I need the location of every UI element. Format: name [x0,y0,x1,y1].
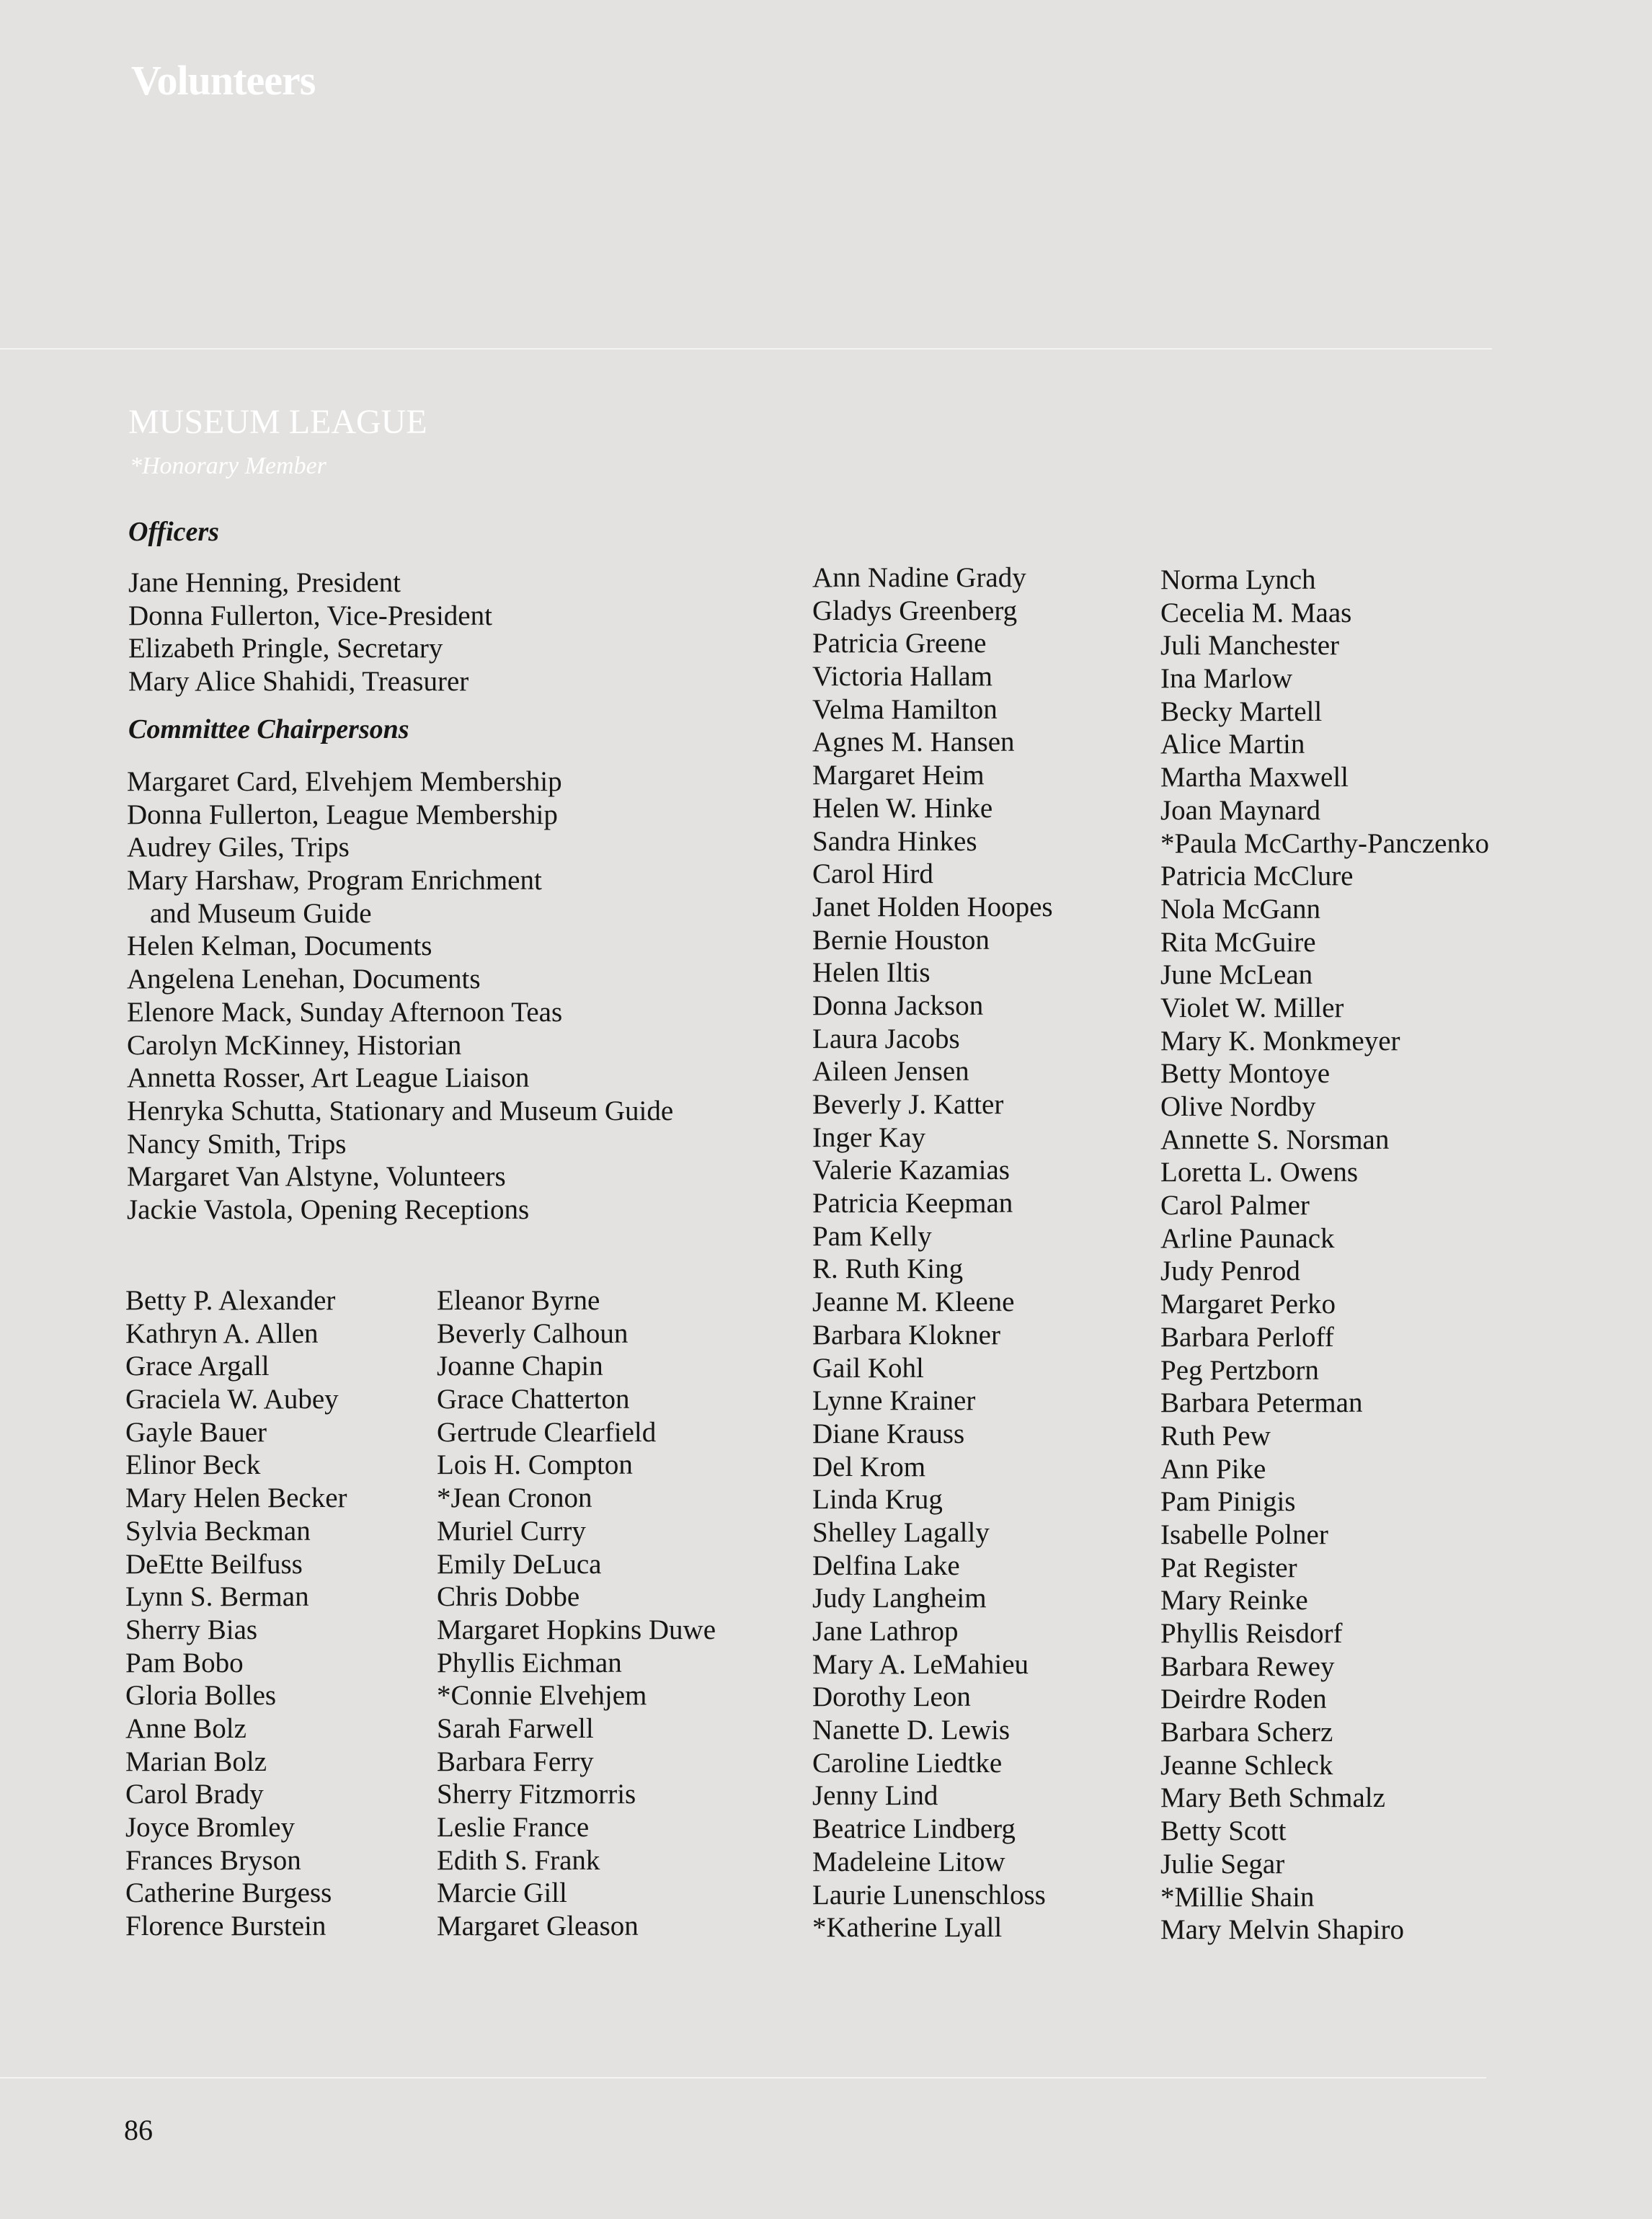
page-number: 86 [124,2114,153,2146]
member-name: Catherine Burgess [125,1877,332,1909]
member-name: Marcie Gill [437,1877,567,1909]
member-name: *Paula McCarthy-Panczenko [1160,827,1489,859]
member-name: Del Krom [812,1451,926,1482]
member-name: Dorothy Leon [812,1681,971,1713]
member-name: Nola McGann [1160,893,1321,925]
member-name: Phyllis Reisdorf [1160,1618,1343,1649]
member-name: Florence Burstein [125,1911,327,1942]
member-name: Leslie France [437,1812,590,1843]
member-name: Pat Register [1160,1552,1297,1583]
chairperson-entry: Mary Harshaw, Program Enrichment [127,865,542,897]
member-name: Nanette D. Lewis [812,1715,1010,1746]
member-name: Grace Chatterton [437,1384,630,1415]
chairperson-entry: Helen Kelman, Documents [127,930,432,962]
chairpersons-list [127,765,673,1227]
member-name: Lynn S. Berman [125,1581,309,1613]
member-name: Sylvia Beckman [125,1515,311,1547]
member-name: Martha Maxwell [1160,762,1349,793]
member-name: Sarah Farwell [437,1712,594,1744]
member-name: Inger Kay [812,1121,926,1153]
officer-entry: Jane Henning, President [128,567,401,598]
member-name: Emily DeLuca [437,1548,602,1580]
member-name: Ann Nadine Grady [812,562,1026,593]
chairperson-entry: Carolyn McKinney, Historian [127,1029,462,1061]
member-column-4 [1160,564,1489,1947]
officer-entry: Mary Alice Shahidi, Treasurer [128,666,469,698]
chairperson-entry: Donna Fullerton, League Membership [127,799,558,830]
member-name: Mary A. LeMahieu [812,1648,1029,1680]
chairperson-entry: Margaret Van Alstyne, Volunteers [127,1161,506,1193]
member-name: Barbara Scherz [1160,1717,1333,1748]
member-name: Carol Brady [125,1779,264,1810]
officers-list [128,566,492,698]
member-name: Caroline Liedtke [812,1747,1003,1779]
chairperson-entry: Annetta Rosser, Art League Liaison [127,1062,530,1094]
member-name: Barbara Perloff [1160,1321,1334,1353]
member-name: Margaret Hopkins Duwe [437,1614,716,1645]
chairperson-entry: Margaret Card, Elvehjem Membership [127,766,562,797]
member-name: Judy Langheim [812,1583,987,1614]
member-name: *Katherine Lyall [812,1912,1003,1944]
member-name: Lois H. Compton [437,1449,633,1481]
member-name: Joyce Bromley [125,1812,296,1843]
member-name: Margaret Perko [1160,1289,1336,1320]
member-name: Graciela W. Aubey [125,1384,339,1415]
member-name: R. Ruth King [812,1253,964,1285]
member-name: Ina Marlow [1160,663,1293,695]
member-name: Barbara Klokner [812,1319,1000,1351]
member-name: June McLean [1160,959,1313,991]
member-name: Violet W. Miller [1160,992,1344,1023]
member-name: Arline Paunack [1160,1222,1335,1254]
member-name: Edith S. Frank [437,1844,600,1876]
member-name: Valerie Kazamias [812,1155,1010,1186]
member-name: Margaret Gleason [437,1911,639,1942]
chairperson-entry: Henryka Schutta, Stationary and Museum Guide [127,1095,674,1126]
member-name: Delfina Lake [812,1549,960,1581]
member-name: *Millie Shain [1160,1881,1315,1913]
member-name: Mary Reinke [1160,1585,1308,1617]
member-name: Jane Lathrop [812,1616,959,1647]
member-name: Margaret Heim [812,760,985,791]
member-name: Jeanne Schleck [1160,1749,1333,1781]
member-name: Donna Jackson [812,990,984,1021]
member-name: Agnes M. Hansen [812,726,1015,758]
bottom-divider [0,2077,1486,2078]
chairperson-entry: Angelena Lenehan, Documents [127,964,481,995]
member-name: Aileen Jensen [812,1056,969,1088]
member-name: Barbara Ferry [437,1746,594,1777]
member-column-3 [812,561,1053,1944]
officers-heading: Officers [128,517,219,547]
member-name: Betty P. Alexander [125,1285,336,1316]
member-name: Helen Iltis [812,957,931,989]
member-name: Diane Krauss [812,1418,965,1449]
member-name: *Connie Elvehjem [437,1680,647,1712]
member-name: Gayle Bauer [125,1416,267,1448]
member-name: Julie Segar [1160,1848,1285,1880]
member-name: Barbara Rewey [1160,1650,1335,1682]
member-name: Gloria Bolles [125,1680,277,1712]
member-name: Joanne Chapin [437,1351,603,1382]
member-name: Gladys Greenberg [812,595,1018,626]
member-name: Gertrude Clearfield [437,1416,657,1448]
member-name: Patricia Keepman [812,1188,1013,1219]
member-name: Muriel Curry [437,1515,586,1547]
page-title: Volunteers [131,57,316,104]
member-name: Peg Pertzborn [1160,1354,1319,1386]
member-name: Olive Nordby [1160,1091,1316,1122]
member-name: Frances Bryson [125,1844,301,1876]
member-name: Becky Martell [1160,695,1323,727]
member-name: Carol Palmer [1160,1190,1310,1222]
member-name: Mary K. Monkmeyer [1160,1025,1400,1057]
member-name: DeEtte Beilfuss [125,1548,303,1580]
top-divider [0,348,1492,350]
member-name: Patricia McClure [1160,861,1354,892]
member-name: Linda Krug [812,1484,943,1516]
chairperson-entry: Nancy Smith, Trips [127,1128,347,1160]
member-name: Mary Beth Schmalz [1160,1782,1385,1814]
member-name: Laura Jacobs [812,1023,960,1054]
member-name: Beatrice Lindberg [812,1813,1016,1845]
member-name: Juli Manchester [1160,630,1340,662]
chairperson-entry: Jackie Vastola, Opening Receptions [127,1193,530,1225]
member-name: Ruth Pew [1160,1420,1271,1451]
member-name: Rita McGuire [1160,926,1316,958]
member-name: Ann Pike [1160,1453,1266,1485]
member-name: Sherry Bias [125,1614,258,1645]
member-name: Jeanne M. Kleene [812,1286,1015,1318]
member-name: Barbara Peterman [1160,1387,1363,1419]
member-name: Annette S. Norsman [1160,1124,1390,1155]
member-name: Carol Hird [812,858,933,890]
member-name: Loretta L. Owens [1160,1157,1358,1188]
member-name: Mary Helen Becker [125,1482,347,1514]
member-name: Judy Penrod [1160,1255,1300,1287]
member-name: Joan Maynard [1160,794,1321,826]
member-name: Madeleine Litow [812,1846,1005,1877]
member-name: Grace Argall [125,1351,270,1382]
member-name: Lynne Krainer [812,1385,976,1417]
section-heading: MUSEUM LEAGUE [128,403,427,441]
member-name: Mary Melvin Shapiro [1160,1914,1404,1946]
member-name: Beverly J. Katter [812,1089,1004,1120]
officer-entry: Elizabeth Pringle, Secretary [128,633,443,664]
committee-chairpersons-heading: Committee Chairpersons [128,714,409,744]
member-name: *Jean Cronon [437,1482,592,1514]
member-name: Pam Pinigis [1160,1486,1296,1518]
chairperson-entry: Audrey Giles, Trips [127,832,350,863]
honorary-member-note: *Honorary Member [130,453,327,479]
member-name: Shelley Lagally [812,1516,990,1548]
member-name: Alice Martin [1160,729,1305,760]
member-name: Gail Kohl [812,1352,924,1384]
member-name: Anne Bolz [125,1712,247,1744]
member-name: Sherry Fitzmorris [437,1779,636,1810]
chairperson-entry: and Museum Guide [150,897,372,929]
member-name: Betty Montoye [1160,1058,1331,1090]
member-name: Pam Kelly [812,1220,932,1252]
member-name: Kathryn A. Allen [125,1317,319,1349]
member-name: Pam Bobo [125,1647,244,1678]
member-name: Velma Hamilton [812,693,998,725]
member-name: Victoria Hallam [812,661,992,693]
member-name: Jenny Lind [812,1780,938,1812]
member-name: Elinor Beck [125,1449,261,1481]
member-name: Cecelia M. Maas [1160,597,1352,628]
member-name: Bernie Houston [812,924,990,956]
member-column-1 [125,1284,347,1943]
member-name: Sandra Hinkes [812,825,977,857]
member-name: Laurie Lunenschloss [812,1879,1046,1911]
chairperson-entry: Elenore Mack, Sunday Afternoon Teas [127,996,563,1028]
member-name: Eleanor Byrne [437,1285,600,1316]
member-name: Beverly Calhoun [437,1317,629,1349]
member-name: Phyllis Eichman [437,1647,622,1678]
member-name: Patricia Greene [812,628,987,659]
member-name: Helen W. Hinke [812,792,993,824]
member-name: Marian Bolz [125,1746,267,1777]
member-name: Betty Scott [1160,1815,1287,1847]
member-name: Deirdre Roden [1160,1684,1327,1715]
member-name: Isabelle Polner [1160,1518,1328,1550]
member-name: Janet Holden Hoopes [812,891,1053,922]
officer-entry: Donna Fullerton, Vice-President [128,600,492,631]
member-column-2 [437,1284,716,1943]
member-name: Norma Lynch [1160,564,1316,595]
member-name: Chris Dobbe [437,1581,580,1613]
